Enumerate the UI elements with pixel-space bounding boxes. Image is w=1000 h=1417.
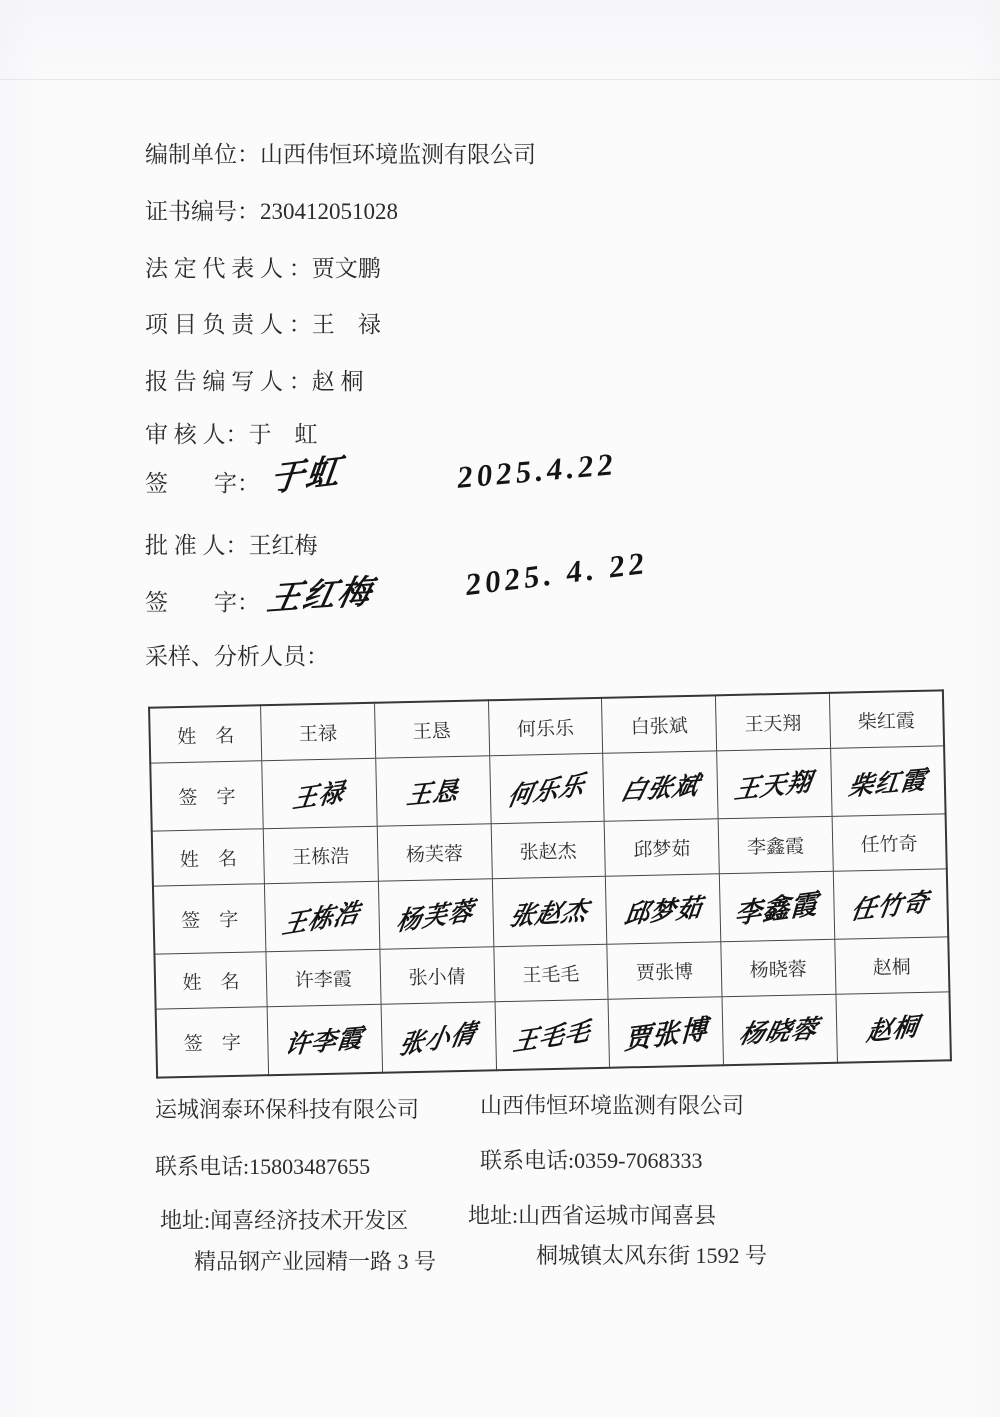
field-label: 审 核 人： <box>145 422 249 447</box>
field-value: 山西伟恒环境监测有限公司 <box>260 142 536 167</box>
staff-signature-cell: 邱梦茹 <box>606 874 721 944</box>
staff-signature-cell: 王天翔 <box>717 748 832 818</box>
staff-signature-cell: 王恳 <box>375 756 490 826</box>
staff-signature-cell: 李鑫霞 <box>719 871 834 941</box>
footer-left-address-line1: 地址:闻喜经济技术开发区 <box>160 1208 409 1233</box>
approver-sign-date: 2025. 4. 22 <box>463 544 650 603</box>
row-label-name: 姓 名 <box>154 952 267 1009</box>
row-label-name: 姓 名 <box>149 705 262 763</box>
footer-right-phone: 联系电话:0359-7068333 <box>480 1148 703 1173</box>
staff-signature-cell: 张小倩 <box>381 1002 496 1073</box>
staff-signature-cell: 何乐乐 <box>489 753 604 823</box>
field-value: 王红梅 <box>248 533 318 558</box>
staff-name-cell: 贾张博 <box>607 942 722 999</box>
staff-signature-cell: 王禄 <box>262 758 377 828</box>
staff-name-cell: 李鑫霞 <box>718 816 833 873</box>
footer-right-address-line2: 桐城镇太风东街 1592 号 <box>536 1243 768 1268</box>
staff-name-cell: 赵桐 <box>835 937 950 994</box>
footer-right-company: 山西伟恒环境监测有限公司 <box>480 1093 745 1118</box>
footer-right-address-line1: 地址:山西省运城市闻喜县 <box>468 1203 717 1228</box>
field-line-reviewer <box>145 420 318 450</box>
field-value: 于 虹 <box>248 422 318 447</box>
reviewer-sign-date: 2025.4.22 <box>455 446 619 495</box>
scan-artifact-line <box>0 79 1000 80</box>
field-label: 批 准 人： <box>145 533 249 558</box>
field-line-report-writer <box>145 367 364 397</box>
field-value: 王 禄 <box>311 312 381 337</box>
staff-name-cell: 张小倩 <box>380 947 495 1004</box>
field-label: 报 告 编 写 人 ： <box>145 369 312 394</box>
staff-signature-cell: 白张斌 <box>603 751 718 821</box>
staff-signature-cell: 张赵杰 <box>492 876 607 946</box>
sign-label: 签 字： <box>145 471 260 496</box>
staff-signature-cell: 任竹奇 <box>833 869 948 939</box>
reviewer-signature: 于虹 <box>267 452 344 500</box>
footer-left-company: 运城润泰环保科技有限公司 <box>155 1097 420 1122</box>
field-line-unit <box>145 140 536 170</box>
row-label-name: 姓 名 <box>152 829 265 886</box>
staff-name-cell: 杨芙蓉 <box>377 824 492 881</box>
field-line-project-lead <box>145 310 381 340</box>
staff-name-cell: 张赵杰 <box>491 821 606 878</box>
staff-name-cell: 许李霞 <box>266 949 381 1006</box>
staff-signature-cell: 许李霞 <box>267 1004 382 1075</box>
staff-signature-cell: 柴红霞 <box>830 746 945 816</box>
footer-left-phone: 联系电话:15803487655 <box>155 1154 371 1179</box>
staff-signature-cell: 杨晓蓉 <box>722 994 837 1065</box>
staff-name-cell: 王毛毛 <box>493 944 608 1001</box>
row-label-sign: 签 字 <box>150 761 263 831</box>
sign-label: 签 字： <box>145 590 260 615</box>
staff-name-cell: 何乐乐 <box>488 698 603 756</box>
staff-signature-cell: 贾张博 <box>608 997 723 1068</box>
field-label: 项 目 负 责 人 ： <box>145 312 312 337</box>
field-value: 赵 桐 <box>311 369 364 394</box>
field-label: 法 定 代 表 人 ： <box>145 256 312 281</box>
staff-name-cell: 杨晓蓉 <box>721 939 836 996</box>
approver-signature: 王红梅 <box>264 574 377 619</box>
staff-signature-cell: 杨芙蓉 <box>378 879 493 949</box>
staff-name-cell: 邱梦茹 <box>604 819 719 876</box>
staff-table-wrapper <box>148 689 952 1078</box>
staff-name-cell: 柴红霞 <box>829 690 944 748</box>
staff-name-cell: 任竹奇 <box>832 814 947 871</box>
reviewer-sign-line <box>145 446 619 500</box>
staff-table <box>148 689 952 1078</box>
field-label: 证书编号： <box>145 199 260 224</box>
field-line-legal-rep <box>145 254 381 284</box>
staff-section-heading: 采样、分析人员： <box>145 644 329 669</box>
staff-name-cell: 白张斌 <box>602 695 717 753</box>
field-value: 230412051028 <box>260 199 398 224</box>
staff-signature-cell: 王毛毛 <box>495 999 610 1070</box>
row-label-sign: 签 字 <box>153 884 266 954</box>
field-line-approver <box>145 531 318 561</box>
field-line-certificate <box>145 197 398 227</box>
staff-signature-cell: 王栋浩 <box>264 881 379 951</box>
field-label: 编制单位： <box>145 142 260 167</box>
staff-signature-cell: 赵桐 <box>836 992 951 1063</box>
staff-name-cell: 王栋浩 <box>263 826 378 883</box>
footer-left-address-line2: 精品钢产业园精一路 3 号 <box>194 1249 437 1274</box>
staff-name-cell: 王恳 <box>374 700 489 758</box>
row-label-sign: 签 字 <box>156 1007 269 1078</box>
staff-name-cell: 王禄 <box>261 703 376 761</box>
field-value: 贾文鹏 <box>311 256 381 281</box>
staff-name-cell: 王天翔 <box>715 693 830 751</box>
